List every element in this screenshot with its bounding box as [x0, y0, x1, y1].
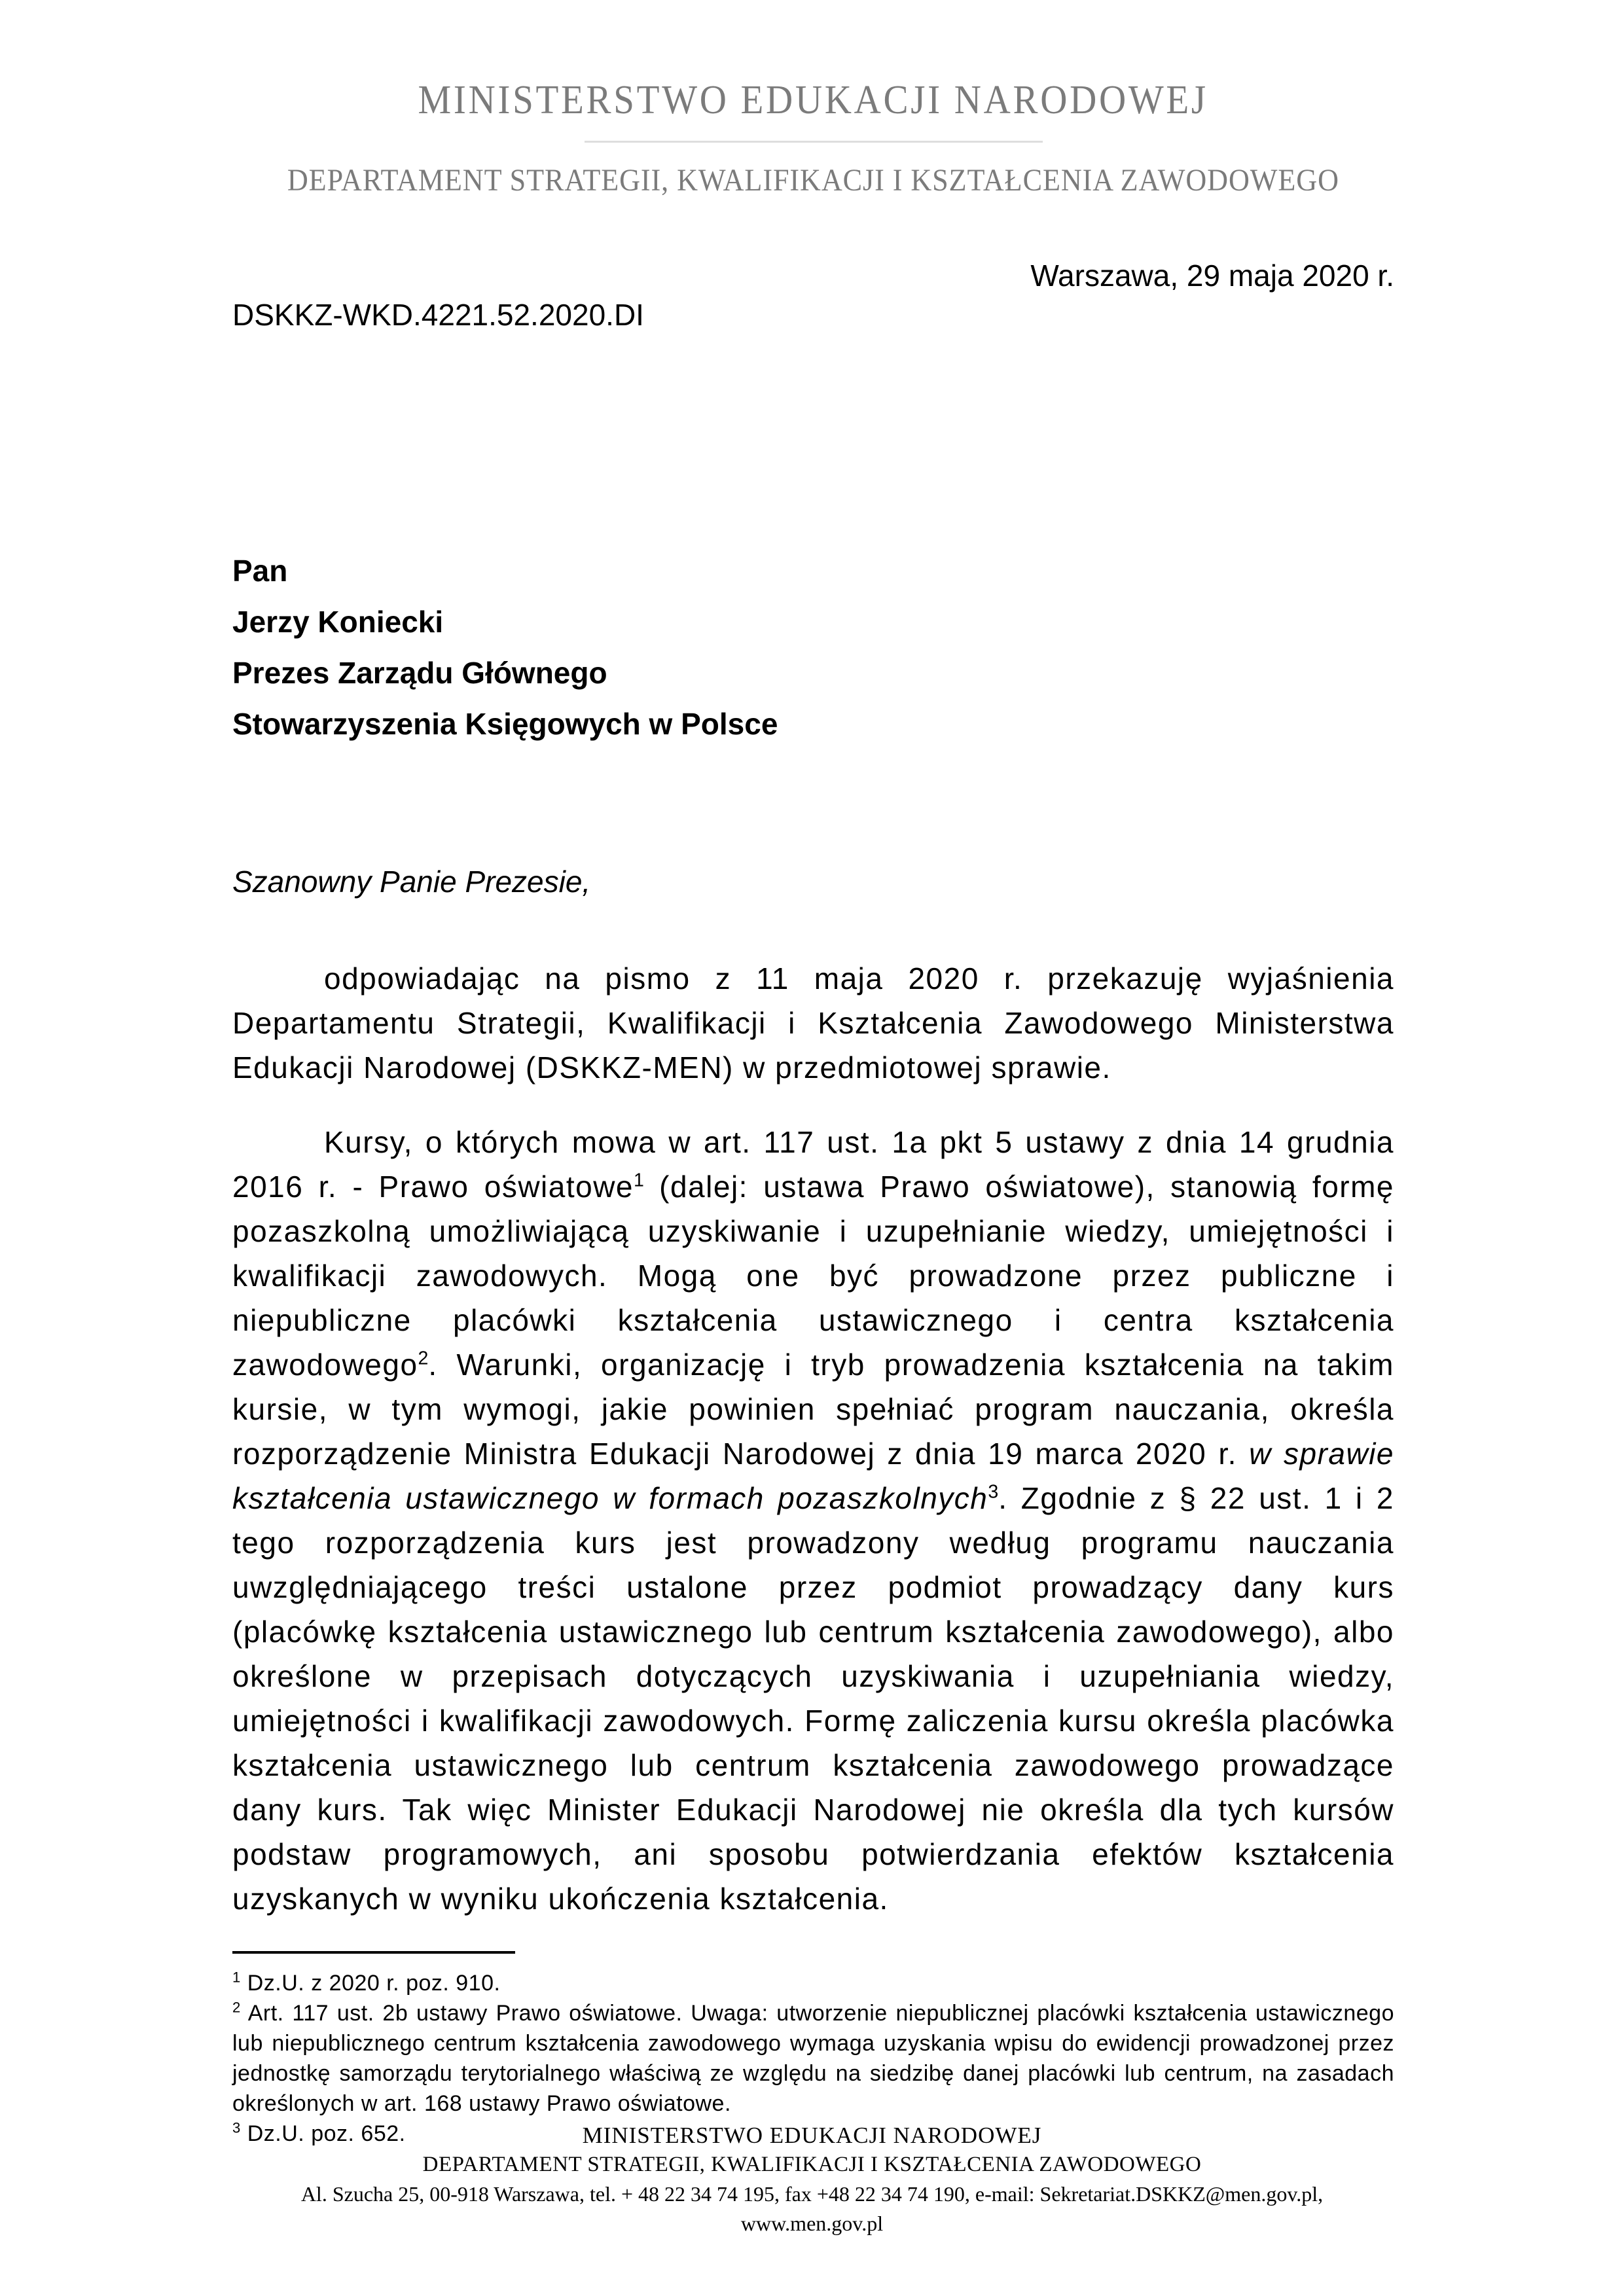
footer-website: www.men.gov.pl	[740, 2212, 884, 2235]
footer-department: DEPARTAMENT STRATEGII, KWALIFIKACJI I KSZTAŁCENIA ZAWODOWEGO	[422, 2153, 1202, 2176]
addressee-block	[232, 545, 1394, 749]
place-and-date: Warszawa, 29 maja 2020 r.	[1030, 259, 1394, 293]
footnote-ref-2: 2	[418, 1348, 429, 1369]
footnote-3-text: Dz.U. poz. 652.	[247, 2121, 406, 2146]
paragraph-main-regulation-title: w sprawie kształcenia ustawicznego w formach pozaszkolnych	[232, 1437, 1394, 1515]
paragraph-intro: odpowiadając na pismo z 11 maja 2020 r. przekazuję wyjaśnienia Departamentu Strategii, Kwalifikacji i Kształcenia Zawodowego Ministerstwa Edukacji Narodowej (DSKKZ-MEN) w przedmiotowej sprawie.	[232, 961, 1394, 1085]
footer-ministry: MINISTERSTWO EDUKACJI NARODOWEJ	[582, 2123, 1042, 2148]
letterhead	[232, 77, 1394, 198]
addressee-line-organization: Stowarzyszenia Księgowych w Polsce	[232, 707, 778, 741]
page-footer	[0, 2121, 1624, 2238]
salutation: Szanowny Panie Prezesie,	[232, 865, 591, 899]
reference-number: DSKKZ-WKD.4221.52.2020.DI	[232, 298, 644, 332]
footnote-3-marker: 3	[232, 2119, 241, 2136]
letterhead-department-title: DEPARTAMENT STRATEGII, KWALIFIKACJI I KSZTAŁCENIA ZAWODOWEGO	[287, 163, 1340, 198]
addressee-line-title: Prezes Zarządu Głównego	[232, 656, 607, 690]
footnote-2	[232, 1998, 1394, 2119]
paragraph-main-seg4: . Zgodnie z § 22 ust. 1 i 2 tego rozporządzenia kurs jest prowadzony według programu nauczania uwzględniającego treści ustalone przez podmiot prowadzący dany kurs (placówkę kształcenia ustawicznego lub centrum kształcenia zawodowego), albo określone w przepisach dotyczących uzyskiwania i uzupełniania wiedzy, umiejętności i kwalifikacji zawodowych. Formę zaliczenia kursu określa placówka kształcenia ustawicznego lub centrum kształcenia zawodowego prowadzące dany kurs. Tak więc Minister Edukacji Narodowej nie określa dla tych kursów podstaw programowych, ani sposobu potwierdzania efektów kształcenia uzyskanych w wyniku ukończenia kształcenia.	[232, 1481, 1394, 1916]
footnote-ref-3: 3	[988, 1481, 999, 1503]
paragraph-main-seg0: Kursy, o których mowa w art. 117 ust. 1a pkt 5 ustawy z dnia 14 grudnia 2016 r. - Prawo oświatowe	[232, 1125, 1394, 1204]
addressee-line-pan: Pan	[232, 554, 288, 588]
paragraph-main	[232, 1120, 1394, 1921]
footnote-2-marker: 2	[232, 1999, 241, 2016]
letterhead-ministry-title: MINISTERSTWO EDUKACJI NARODOWEJ	[418, 78, 1209, 122]
footnote-1-text: Dz.U. z 2020 r. poz. 910.	[247, 1971, 501, 1996]
footnotes-separator	[232, 1951, 515, 1954]
footnote-2-text: Art. 117 ust. 2b ustawy Prawo oświatowe. Uwaga: utworzenie niepublicznej placówki kształcenia ustawicznego lub niepublicznego centrum kształcenia zawodowego wymaga uzyskania wpisu do ewidencji prowadzonej przez jednostkę samorządu terytorialnego właściwą ze względu na siedzibę danej placówki lub centrum, na zasadach określonych w art. 168 ustawy Prawo oświatowe.	[232, 2001, 1394, 2116]
addressee-line-name: Jerzy Koniecki	[232, 605, 444, 639]
footnote-ref-1: 1	[634, 1170, 644, 1191]
letterhead-divider	[585, 141, 1043, 143]
footer-address: Al. Szucha 25, 00-918 Warszawa, tel. + 48 22 34 74 195, fax +48 22 34 74 190, e-mail: Sekretariat.DSKKZ@men.gov.pl,	[300, 2182, 1324, 2206]
paragraph-main-seg1: (dalej: ustawa Prawo oświatowe), stanowią formę pozaszkolną umożliwiającą uzyskiwanie i uzupełnianie wiedzy, umiejętności i kwalifikacji zawodowych. Mogą one być prowadzone przez publiczne i niepubliczne placówki kształcenia ustawicznego i centra kształcenia zawodowego	[232, 1170, 1395, 1382]
footnote-1-marker: 1	[232, 1969, 241, 1986]
paragraph-main-seg2: . Warunki, organizację i tryb prowadzenia kształcenia na takim kursie, w tym wymogi, jakie powinien spełniać program nauczania, określa rozporządzenie Ministra Edukacji Narodowej z dnia 19 marca 2020 r.	[232, 1348, 1394, 1471]
footnote-1	[232, 1968, 1394, 1998]
